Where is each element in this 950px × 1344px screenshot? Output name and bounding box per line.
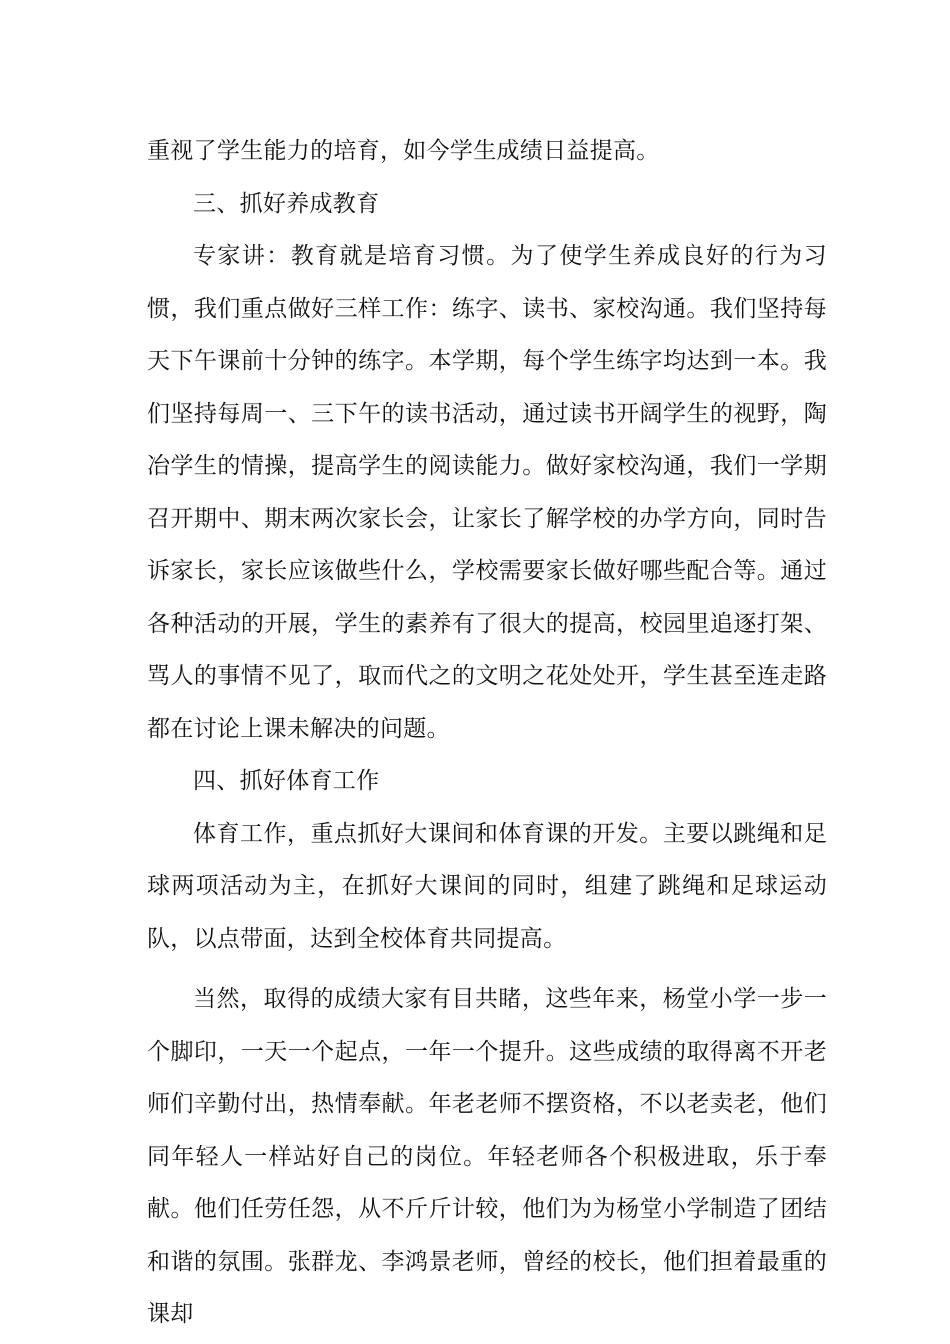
paragraph-sports-work: 体育工作，重点抓好大课间和体育课的开发。主要以跳绳和足球两项活动为主，在抓好大课间的同时，组建了跳绳和足球运动队，以点带面，达到全校体育共同提高。 bbox=[147, 820, 827, 952]
paragraph-achievements: 当然，取得的成绩大家有目共睹，这些年来，杨堂小学一步一个脚印，一天一个起点，一年一个提升。这些成绩的取得离不开老师们辛勤付出，热情奉献。年老老师不摆资格，不以老卖老，他们同年轻人一样站好自己的岗位。年轻老师各个积极进取，乐于奉献。他们任劳任怨，从不斤斤计较，他们为为杨堂小学制造了团结和谐的氛围。张群龙、李鸿景老师，曾经的校长，他们担着最重的课却 bbox=[147, 986, 827, 1327]
paragraph-habit-education: 专家讲：教育就是培育习惯。为了使学生养成良好的行为习惯，我们重点做好三样工作：练字、读书、家校沟通。我们坚持每天下午课前十分钟的练字。本学期，每个学生练字均达到一本。我们坚持每周一、三下午的读书活动，通过读书开阔学生的视野，陶冶学生的情操，提高学生的阅读能力。做好家校沟通，我们一学期召开期中、期末两次家长会，让家长了解学校的办学方向，同时告诉家长，家长应该做些什么，学校需要家长做好哪些配合等。通过各种活动的开展，学生的素养有了很大的提高，校园里追逐打架、骂人的事情不见了，取而代之的文明之花处处开，学生甚至连走路都在讨论上课未解决的问题。 bbox=[147, 243, 827, 742]
paragraph-continuation: 重视了学生能力的培育，如今学生成绩日益提高。 bbox=[147, 138, 660, 164]
section-heading-4: 四、抓好体育工作 bbox=[193, 768, 380, 794]
document-body bbox=[147, 125, 827, 1341]
section-heading-3: 三、抓好养成教育 bbox=[193, 190, 380, 217]
